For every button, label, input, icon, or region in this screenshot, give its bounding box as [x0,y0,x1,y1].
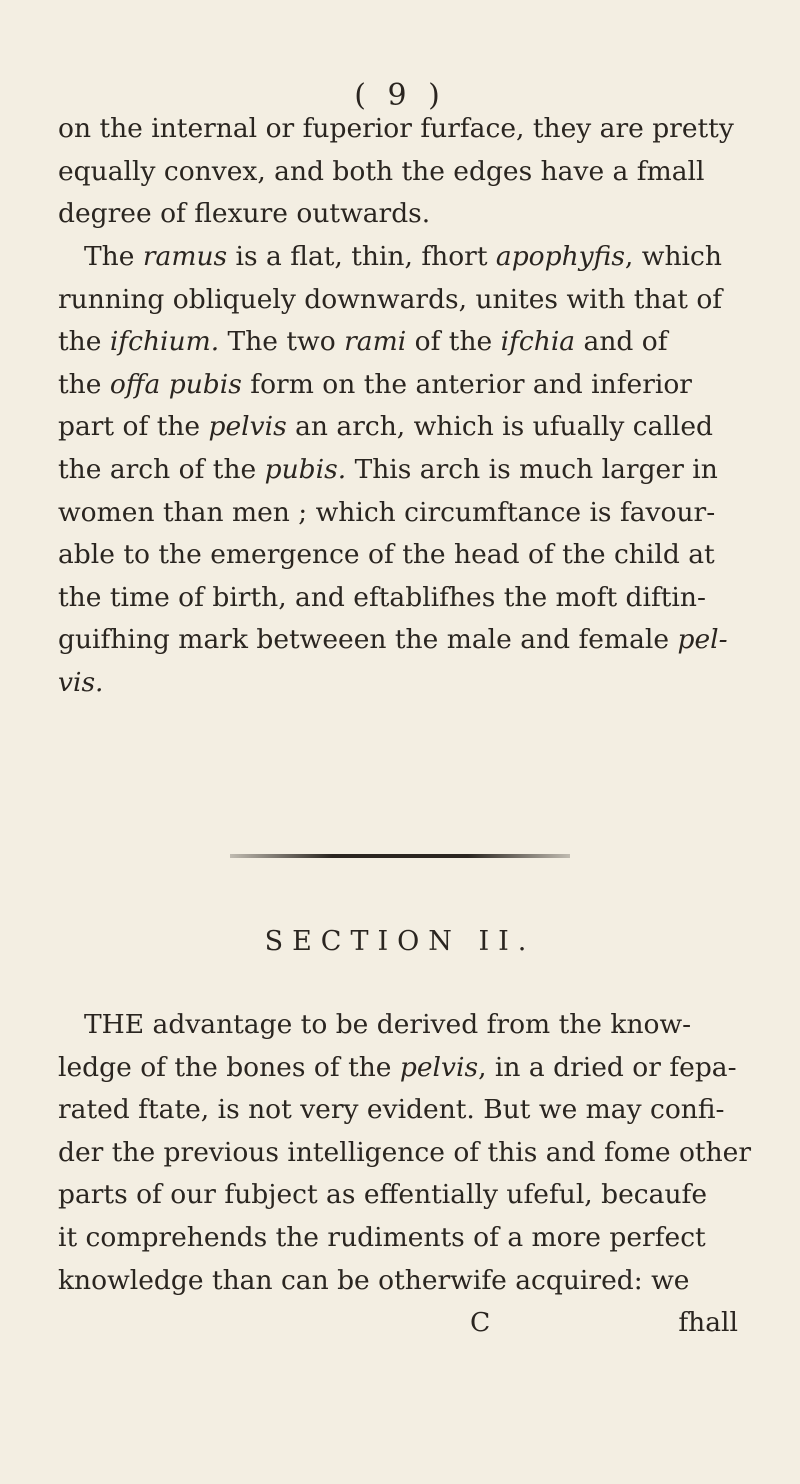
text-line: on the internal or fuperior furface, they are pretty [58,113,734,144]
text-line: the ifchium. The two rami of the ifchia and of [58,326,668,358]
text-line: the offa pubis form on the anterior and inferior [58,368,692,400]
footer-line [58,1302,748,1345]
text-line: ledge of the bones of the pelvis, in a dried or fepa- [58,1051,737,1083]
signature-mark: C [470,1307,491,1339]
text-line: running obliquely downwards, unites with that of [58,283,723,315]
text-line: the arch of the pubis. This arch is much larger in [58,453,718,485]
text-line: vis. [58,666,104,698]
text-line: it comprehends the rudiments of a more perfect [58,1221,706,1253]
text-line: der the previous intelligence of this and fome other [58,1136,751,1168]
section-divider [230,854,570,858]
paragraph-section-two [58,1004,751,1345]
text-line: parts of our fubject as effentially ufeful, becaufe [58,1179,708,1211]
text-line: degree of flexure outwards. [58,198,431,230]
paragraph-ramus [58,236,748,705]
text-line: women than men ; which circumftance is favour- [58,496,716,528]
text-line: the time of birth, and eftablifhes the moft diftin- [58,581,706,613]
text-line: able to the emergence of the head of the child at [58,539,715,571]
page-number: ( 9 ) [354,78,446,113]
text-line: guifhing mark betweeen the male and female pel- [58,624,728,656]
text-line: rated ftate, is not very evident. But we may confi- [58,1094,725,1126]
text-line: knowledge than can be otherwife acquired: we [58,1264,690,1296]
catchword: fhall [678,1307,738,1339]
text-line: part of the pelvis an arch, which is ufually called [58,411,714,443]
text-line: The ramus is a flat, thin, fhort apophyfis, which [84,241,722,272]
text-line: THE advantage to be derived from the know- [84,1009,692,1040]
text-line: equally convex, and both the edges have a fmall [58,155,705,187]
section-heading: SECTION II. [264,926,536,957]
paragraph-continuation [58,108,748,236]
